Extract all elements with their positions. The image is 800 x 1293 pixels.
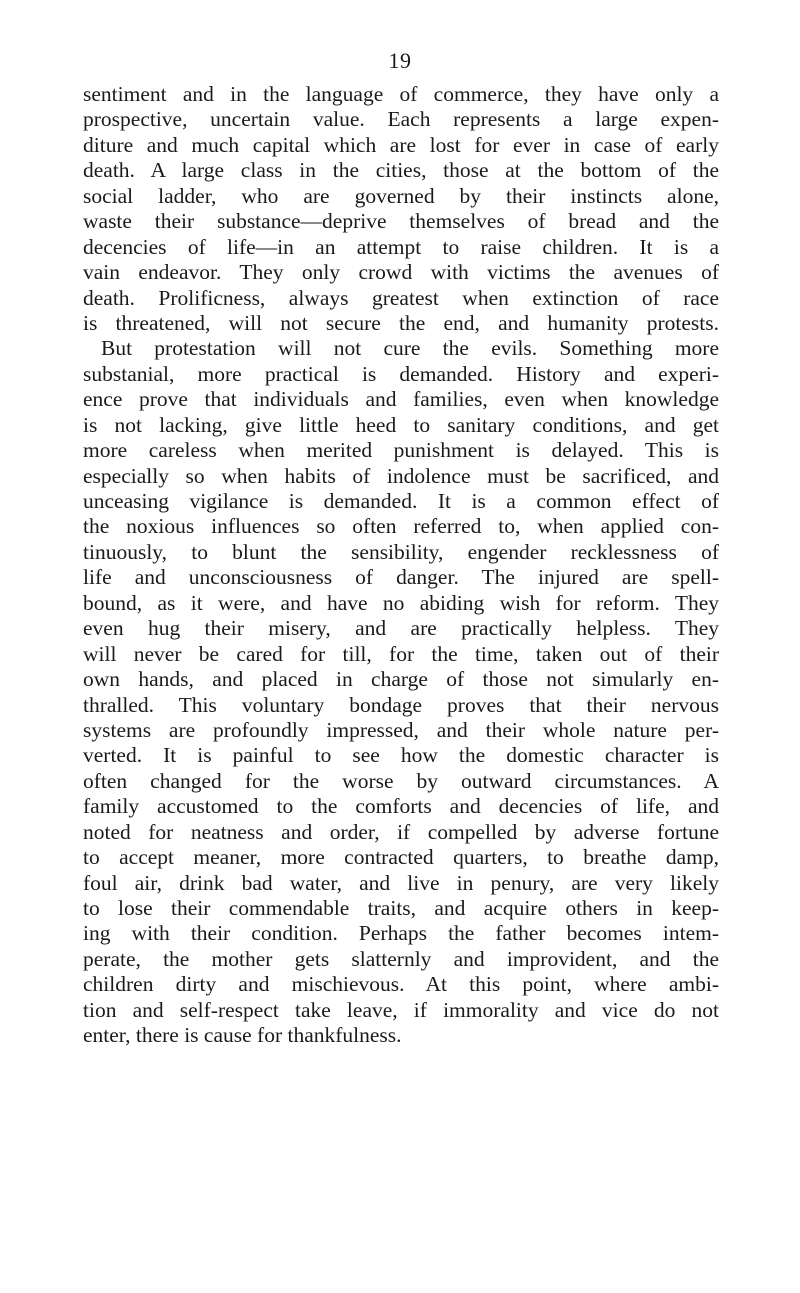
text-line: bound, as it were, and have no abiding wish for reform. They bbox=[83, 590, 719, 615]
text-line: noted for neatness and order, if compelled by adverse fortune bbox=[83, 819, 719, 844]
text-line: unceasing vigilance is demanded. It is a common effect of bbox=[83, 489, 719, 513]
text-line: to accept meaner, more contracted quarters, to breathe damp, bbox=[83, 845, 719, 870]
text-line: even hug their misery, and are practically helpless. They bbox=[83, 616, 719, 641]
page-number: 19 bbox=[388, 48, 412, 73]
text-line: sentiment and in the language of commerce, they have only a bbox=[83, 82, 719, 106]
text-line: will never be cared for till, for the time, taken out of their bbox=[83, 641, 719, 666]
text-line: ence prove that individuals and families, even when knowledge bbox=[83, 387, 719, 412]
text-line: often changed for the worse by outward circumstances. A bbox=[83, 768, 719, 793]
text-line: ing with their condition. Perhaps the father becomes intem- bbox=[83, 921, 719, 946]
text-line: social ladder, who are governed by their instincts alone, bbox=[83, 183, 719, 208]
text-line: diture and much capital which are lost for ever in case of early bbox=[83, 132, 719, 157]
text-line: foul air, drink bad water, and live in penury, are very likely bbox=[83, 870, 719, 895]
text-line: children dirty and mischievous. At this point, where ambi- bbox=[83, 972, 719, 997]
text-line: tion and self-respect take leave, if immorality and vice do not bbox=[83, 997, 719, 1022]
text-line: death. Prolificness, always greatest when extinction of race bbox=[83, 285, 719, 310]
text-line: to lose their commendable traits, and acquire others in keep- bbox=[83, 896, 719, 920]
text-line: death. A large class in the cities, those at the bottom of the bbox=[83, 158, 719, 183]
text-line: prospective, uncertain value. Each represents a large expen- bbox=[83, 107, 719, 132]
text-line: life and unconsciousness of danger. The injured are spell- bbox=[83, 565, 719, 590]
text-line: is not lacking, give little heed to sanitary conditions, and get bbox=[83, 412, 719, 437]
text-line: systems are profoundly impressed, and their whole nature per- bbox=[83, 717, 719, 742]
text-line: more careless when merited punishment is delayed. This is bbox=[83, 438, 719, 463]
text-line: family accustomed to the comforts and decencies of life, and bbox=[83, 794, 719, 819]
text-line: especially so when habits of indolence must be sacrificed, and bbox=[83, 463, 719, 488]
text-line: substanial, more practical is demanded. History and experi- bbox=[83, 361, 719, 386]
text-line: vain endeavor. They only crowd with victims the avenues of bbox=[83, 260, 719, 285]
text-line: But protestation will not cure the evils. Something more bbox=[101, 336, 719, 361]
text-line: the noxious influences so often referred to, when applied con- bbox=[83, 514, 719, 539]
text-line: own hands, and placed in charge of those not simularly en- bbox=[83, 667, 719, 692]
text-line: tinuously, to blunt the sensibility, engender recklessness of bbox=[83, 539, 719, 564]
text-line: enter, there is cause for thankfulness. bbox=[83, 1023, 402, 1048]
text-line: decencies of life—in an attempt to raise children. It is a bbox=[83, 234, 719, 259]
text-line: perate, the mother gets slatternly and improvident, and the bbox=[83, 946, 719, 971]
body-text bbox=[83, 82, 719, 1049]
text-line: thralled. This voluntary bondage proves that their nervous bbox=[83, 692, 719, 717]
text-line: is threatened, will not secure the end, and humanity protests. bbox=[83, 310, 719, 335]
text-line: waste their substance—deprive themselves of bread and the bbox=[83, 209, 719, 234]
text-line: verted. It is painful to see how the domestic character is bbox=[83, 743, 719, 768]
